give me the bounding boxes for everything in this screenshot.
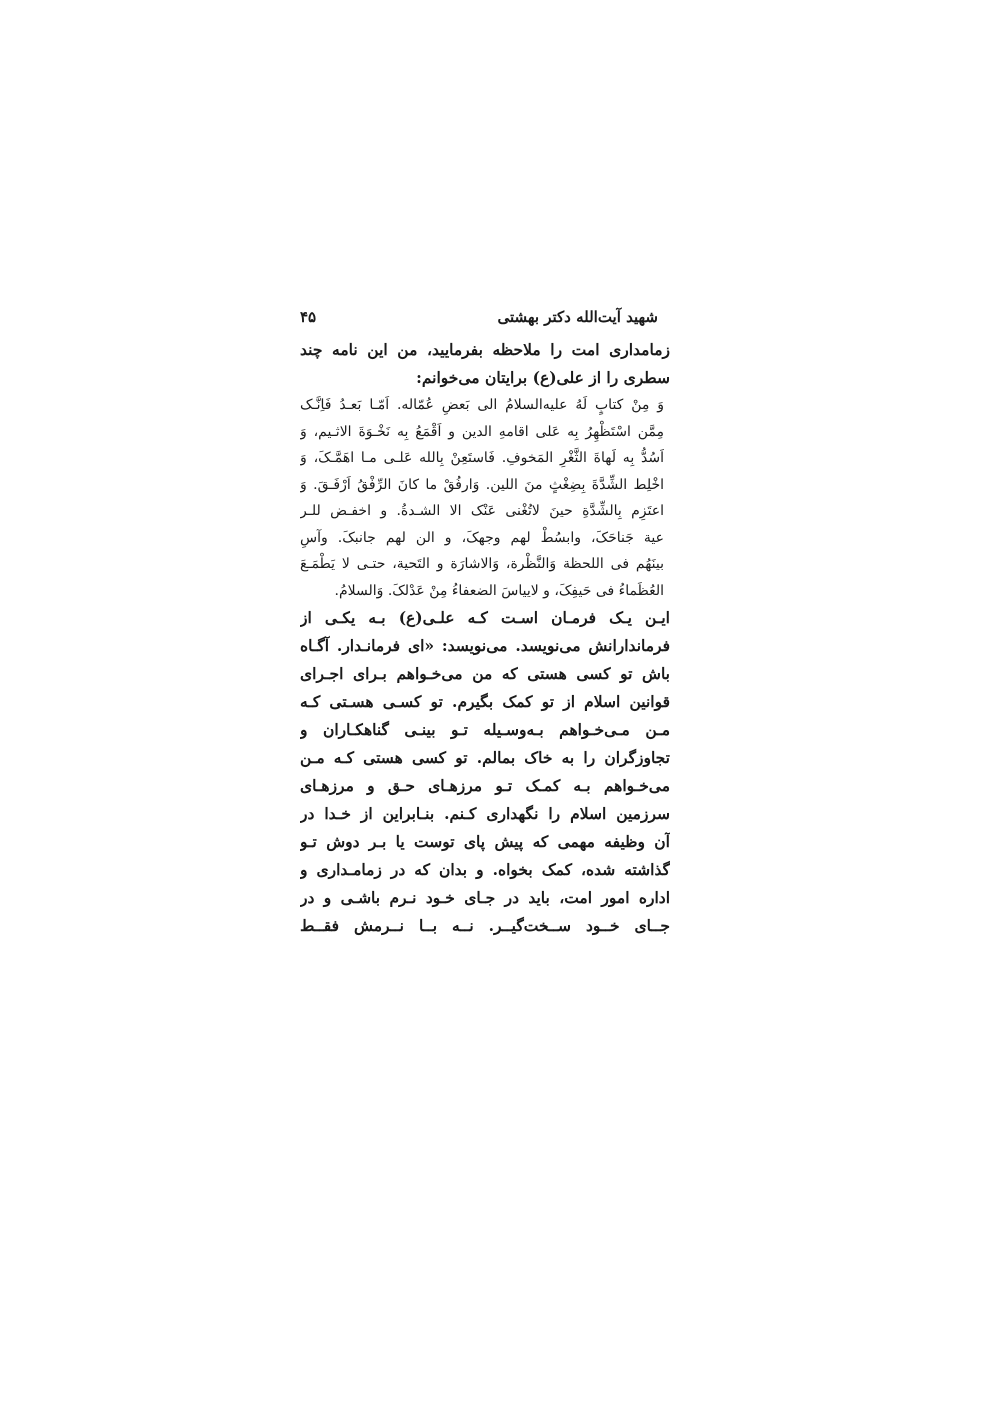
page-content: [300, 308, 670, 940]
body-paragraph: [300, 604, 670, 940]
text-line: باش تو کسی هستی که من می‌خـواهم بـرای اجـرای: [300, 664, 670, 683]
running-head: [300, 308, 670, 326]
text-line: جــای خــود ســخت‌گیــر. نــه بــا نــرمش فقــط: [300, 916, 670, 935]
text-line: قوانین اسلام از تو کمک بگیرم. تو کسـی هسـتی کـه: [300, 692, 670, 711]
intro-paragraph: [300, 336, 670, 392]
arabic-quote: [300, 392, 670, 604]
text-line: اداره امور امت، باید در جـای خـود نـرم باشـی و در: [300, 888, 670, 907]
quote-line: عیة جَناحَکَ، وابسُطْ لهم وجهکَ، و الن لهم جانبکَ. وآسِ: [300, 529, 664, 546]
running-head-title: شهید آیت‌الله دکتر بهشتی: [497, 308, 658, 326]
text-line: گذاشته شده، کمک بخواه. و بدان که در زمامـداری و: [300, 860, 670, 879]
quote-line: وَ مِنْ کتابٍ لَهُ علیه‌السلامُ الی بَعضِ عُمّاله. اَمّـا بَعـدُ فَاِنَّـک: [300, 397, 664, 413]
page-number: ۴۵: [300, 308, 317, 326]
text-line: ایـن یـک فرمـان اسـت کـه علـی(ع) بـه یکـی از: [300, 608, 670, 627]
quote-line: العُظَماءُ فی حَیفِکَ، و لاییاسَ الضعفاءُ مِنْ عَدْلکَ. وَالسلامُ.: [334, 582, 664, 599]
quote-line: اعتَزِم بِالشِّدَّةِ حینَ لاتُغْنی عَنْک الا الشـدةُ. و اخفـض للـر: [300, 503, 664, 519]
quote-line: بینَهُم فی اللحظة وَالنَّظْرة، وَالاشارَة و التَحیة، حتـی لا یَطْمَـعَ: [300, 556, 664, 572]
text-line: سرزمین اسلام را نگهداری کـنم. بنـابراین از خـدا در: [300, 804, 670, 823]
text-line: فرماندارانش می‌نویسد. می‌نویسد: «ای فرمانـدار. آگـاه: [300, 636, 670, 655]
text-line: سطری را از علی(ع) برایتان می‌خوانم:: [416, 368, 670, 387]
text-line: می‌خـواهم بـه کمـک تـو مرزهـای حـق و مرزهـای: [300, 776, 670, 795]
quote-line: اَسُدُّ بِه لَهاةَ الثَّغْرِ المَخوفِ. فَاستَعِنْ بِالله عَلـی مـا اهَمَّـکَ، وَ: [300, 450, 664, 466]
text-line: مـن مـی‌خـواهم بـه‌وسـیله تـو بینـی گناهکـاران و: [300, 720, 670, 739]
quote-line: مِمَّن اسْتَظْهِرُ بِه عَلی اقامهِ الدین و اَقْمَعُ بِه نَخْـوَةَ الاثـیم، وَ: [300, 423, 664, 440]
text-line: تجاوزگران را به خاک بمالم. تو کسی هستی کـه مـن: [300, 748, 670, 767]
text-line: زمامداری امت را ملاحظه بفرمایید، من این نامه چند: [300, 340, 670, 359]
text-line: آن وظیفه مهمی که پیش پای توست یا بـر دوش تـو: [300, 832, 670, 851]
quote-line: اخْلِط الشِّدَّةَ بِضِغْثٍ منَ اللین. وَارفُقْ ما کانَ الرِّفْقُ اَرْفَـقَ. وَ: [300, 476, 664, 493]
